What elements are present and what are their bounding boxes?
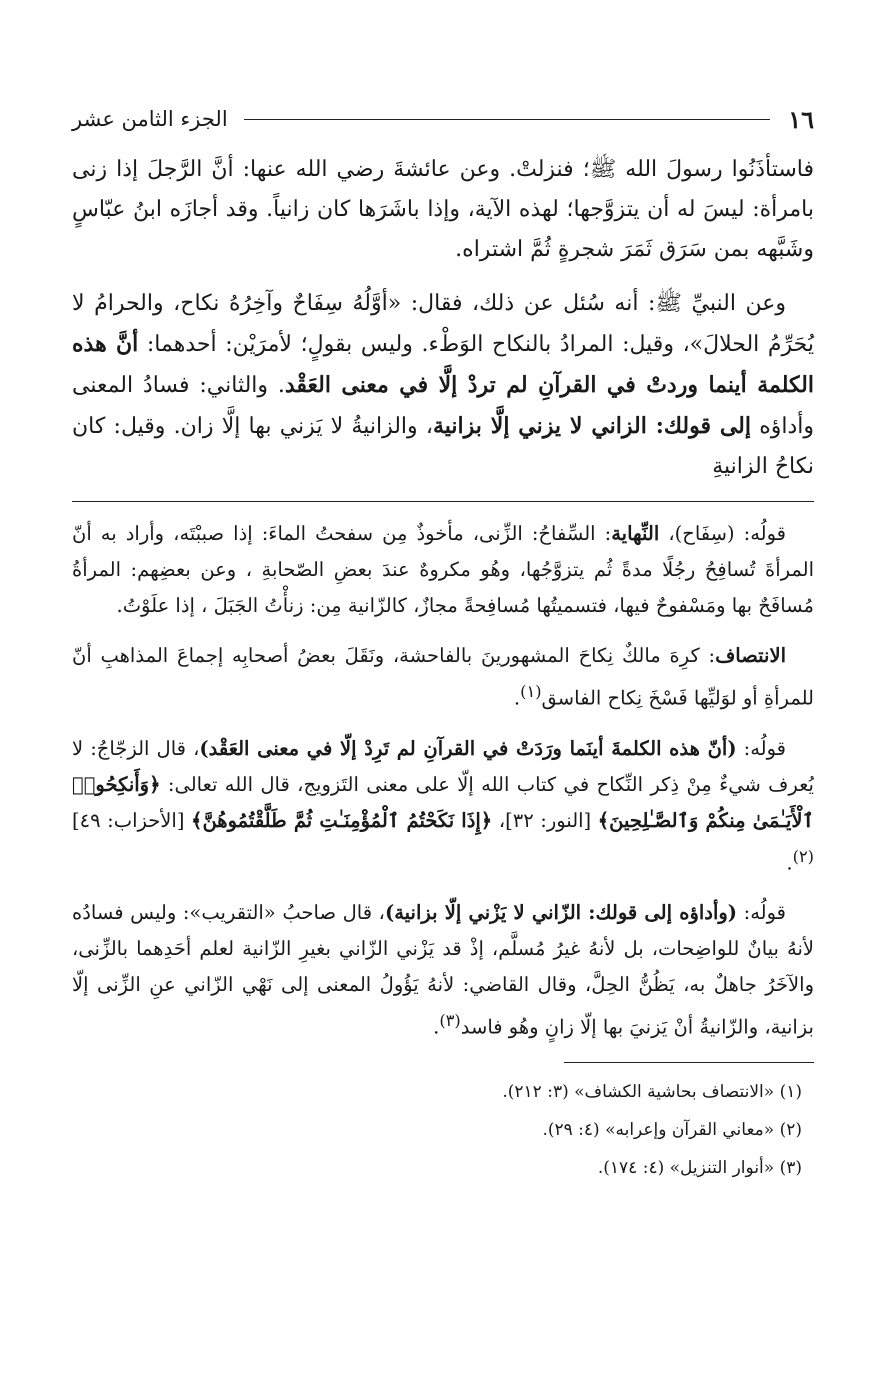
book-page [72,100,814,1360]
text-commentary-separator [72,501,814,502]
commentary-paragraph-1: قولُه: (سِفَاح)، النِّهاية: السِّفاحُ: الزِّنى، مأخوذٌ مِن سفحتُ الماءَ: إذا صببْتَه، وأراد به أنّ المرأةَ تُسافِحُ رجُلًا مدةً ثُم يتزوَّجُها، وهُو مكروهٌ عندَ بعضِ الصّحابةِ ، وعن بعضِهم: المرأةُ مُسافَحٌ بها ومَسْفوحٌ فيها، فتسميتُها مُسافِحةً مجازٌ، كالزّانية مِن: زنأْتُ الجَبَلَ ، إذا علَوْتُ. [72,522,814,617]
footnote-ref: (١) [520,682,542,701]
footnote-3: (٣) «أنوار التنزيل» (٤: ١٧٤). [597,1157,802,1178]
commentary [72,516,814,1046]
commentary-paragraph-2: الانتصاف: كرِهَ مالكٌ نِكاحَ المشهورينَ بالفاحشة، ونَقَلَ بعضُ أصحابِه إجماعَ المذاهبِ أنّ للمرأةِ أو لوَليِّها فَسْخَ نِكاح الفاسق$^{(١)}$. [72,644,814,710]
main-paragraph-2: وعن النبيِّ ﷺ: أنه سُئل عن ذلك، فقال: «أوَّلُهُ سِفَاحٌ وآخِرُهُ نكاح، والحرامُ لا يُحَرِّمُ الحلالَ»، وقيل: المرادُ بالنكاح الوَطْء. وليس بقولٍ؛ لأمرَيْن: أحدهما: أنَّ هذه الكلمة أينما وردتْ في القرآنِ لم تردْ إلَّا في معنى العَقْد. والثاني: فسادُ المعنى وأداؤه إلى قولك: الزاني لا يزني إلَّا بزانية، والزانيةُ لا يَزني بها إلَّا زان. وقيل: كان نكاحُ الزانيةِ [72,291,814,479]
footnote-ref: (٢) [792,846,814,866]
footnote-2: (٢) «معاني القرآن وإعرابه» (٤: ٢٩). [542,1119,802,1140]
page-header [72,100,814,138]
commentary-paragraph-4: قولُه: (وأداؤه إلى قولك: الزّاني لا يَزْني إلّا بزانية)، قال صاحبُ «التقريب»: وليس فسادُه لأنهُ بيانٌ للواضِحات، بل لأنهُ غيرُ مُسلَّم، إذْ قد يَزْني الزّاني بغيرِ الزّانية لعلم أحَدِهما بالزِّنى، والآخَرُ جاهلٌ به، يَظُنُّ الحِلَّ، وقال القاضي: لأنهُ يَؤُولُ المعنى إلى نَهْي الزّاني عنِ الزِّنى إلّا بزانية، والزّانيةُ أنْ يَزنيَ بها إلّا زانٍ وهُو فاسد$^{(٣)}$. [72,901,814,1039]
quran-verse: ﴿إِذَا نَكَحْتُمُ ٱلْمُؤْمِنَـٰتِ ثُمَّ طَلَّقْتُمُوهُنَّ﴾ [191,808,493,832]
header-rule [244,119,771,120]
footnote-ref: (٣) [439,1011,461,1030]
part-title: الجزء الثامن عشر [72,107,228,131]
main-text [72,150,814,487]
commentary-paragraph-3: قولُه: (أنّ هذه الكلمةَ أينَما ورَدَتْ في القرآنِ لم تَرِدْ إلّا في معنى العَقْد)، قال الزجّاجُ: لا يُعرف شيءٌ مِنْ ذِكر النِّكاح في كتاب الله إلّا على معنى التَزويج، قال الله تعالى: ﴿وَأَنكِحُوا۟ ٱلْأَيَـٰمَىٰ مِنكُمْ وَٱلصَّـٰلِحِينَ﴾ [النور: ٣٢]، ﴿إِذَا نَكَحْتُمُ ٱلْمُؤْمِنَـٰتِ ثُمَّ طَلَّقْتُمُوهُنَّ﴾ [الأحزاب: ٤٩]$^{(٢)}$. [72,736,814,874]
footnote-1: (١) «الانتصاف بحاشية الكشاف» (٣: ٢١٢). [502,1081,802,1102]
footnotes [72,1073,814,1187]
main-paragraph-1: فاستأذَنُوا رسولَ الله ﷺ؛ فنزلتْ. وعن عائشةَ رضي الله عنها: أنَّ الرَّجلَ إذا زنى بامرأة: ليسَ له أن يتزوَّجها؛ لهذه الآية، وإذا باشَرَها كان زانياً. وقد أجازَه ابنُ عبّاسٍ وشَبَّهه بمن سَرَق ثَمَرَ شجرةٍ ثُمَّ اشتراه. [72,157,814,262]
bold-phrase: أنَّ هذه الكلمة أينما وردتْ في القرآنِ لم تردْ إلَّا في معنى العَقْد [72,331,814,398]
bold-phrase: إلى قولك: الزاني لا يزني إلَّا بزانية [432,413,751,439]
footnote-separator [564,1062,814,1063]
quran-verse: ﴿وَأَنكِحُوا۟ ٱلْأَيَـٰمَىٰ مِنكُمْ وَٱلصَّـٰلِحِينَ﴾ [72,772,814,832]
page-number: ١٦ [788,104,814,134]
